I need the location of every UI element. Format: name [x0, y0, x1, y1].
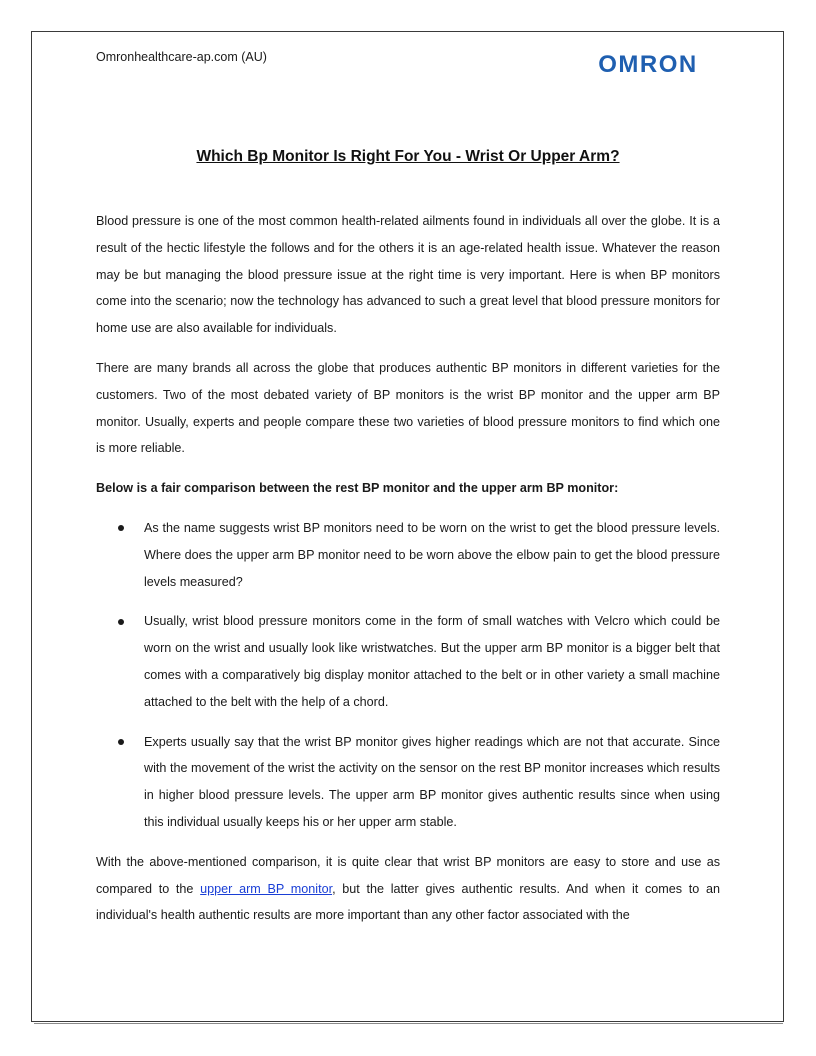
conclusion-text-end: , but the latter gives authentic results. And when it comes to an individual's health authentic results are more important than any other factor associated with the — [96, 881, 720, 923]
site-name: Omronhealthcare-ap.com (AU) — [96, 50, 267, 64]
list-item-text: Usually, wrist blood pressure monitors come in the form of small watches with Velcro which could be worn on the wrist and usually look like wristwatches. But the upper arm BP monitor is a bigger belt that comes with a comparatively big display monitor attached to the belt or in other variety a small machine attached to the belt with the help of a chord. — [144, 614, 720, 709]
comparison-heading: Below is a fair comparison between the rest BP monitor and the upper arm BP monitor: — [96, 481, 619, 496]
conclusion-paragraph — [96, 849, 720, 929]
page-frame-shadow — [34, 1021, 783, 1024]
omron-logo-text: OMRON — [598, 51, 698, 76]
list-item-text: Experts usually say that the wrist BP monitor gives higher readings which are not that accurate. Since with the movement of the wrist the activity on the sensor on the rest BP monitor increases which results in higher blood pressure levels. The upper arm BP monitor gives authentic results since when using this individual usually keeps his or her upper arm stable. — [144, 734, 720, 829]
bullet-icon — [118, 739, 124, 745]
bullet-icon — [118, 525, 124, 531]
list-item-text: As the name suggests wrist BP monitors need to be worn on the wrist to get the blood pressure levels. Where does the upper arm BP monitor need to be worn above the elbow pain to get the blood pressure levels measured? — [144, 520, 720, 589]
conclusion-text-start: With the above-mentioned comparison, it is quite clear that wrist BP monitors are easy to store and use as compared to the — [96, 854, 720, 896]
list-item — [96, 515, 720, 595]
page-title: Which Bp Monitor Is Right For You - Wrist Or Upper Arm? — [196, 148, 620, 165]
comparison-list — [96, 515, 720, 836]
brands-paragraph: There are many brands all across the globe that produces authentic BP monitors in different varieties for the customers. Two of the most debated variety of BP monitors is the wrist BP monitor and the upper arm BP monitor. Usually, experts and people compare these two varieties of blood pressure monitors to find which one is more reliable. — [96, 360, 720, 456]
upper-arm-monitor-link[interactable]: upper arm BP monitor — [200, 881, 333, 896]
article-body — [96, 208, 720, 942]
omron-logo — [588, 50, 708, 76]
list-item — [96, 729, 720, 836]
intro-paragraph: Blood pressure is one of the most common health-related ailments found in individuals all over the globe. It is a result of the hectic lifestyle the follows and for the others it is an age-related health issue. Whatever the reason may be but managing the blood pressure issue at the right time is very important. Here is when BP monitors come into the scenario; now the technology has advanced to such a great level that blood pressure monitors for home use are also available for individuals. — [96, 214, 720, 336]
bullet-icon — [118, 619, 124, 625]
list-item — [96, 608, 720, 715]
